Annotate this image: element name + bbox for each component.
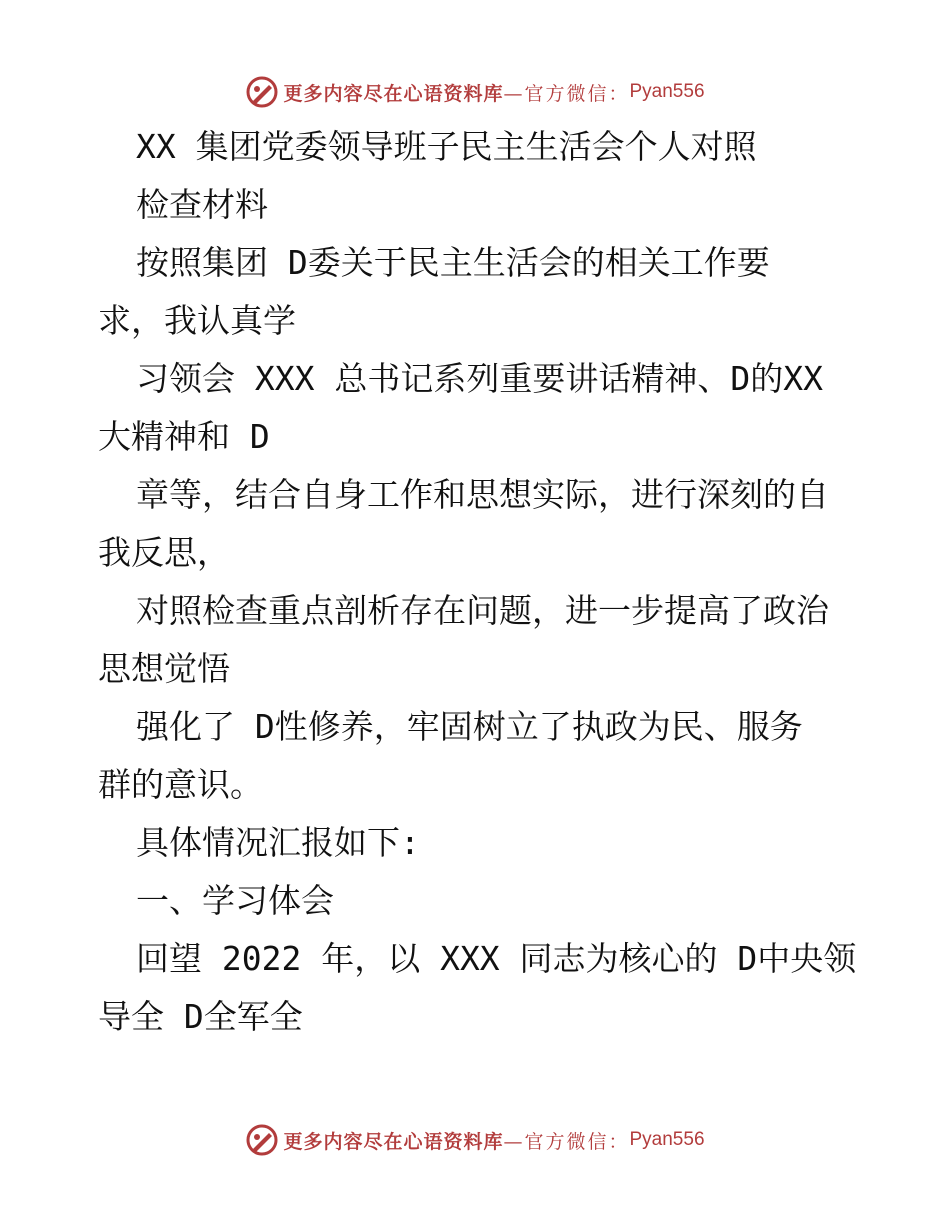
doc-line: 章等，结合自身工作和思想实际，进行深刻的自 bbox=[136, 475, 829, 514]
doc-line: 思想觉悟 bbox=[98, 649, 230, 688]
doc-title-line-2: 检查材料 bbox=[136, 185, 268, 224]
document-body bbox=[98, 118, 858, 1046]
doc-section-heading: 一、学习体会 bbox=[136, 881, 334, 920]
watermark-text-wechat: —官方微信： bbox=[503, 82, 630, 105]
pen-logo-icon bbox=[245, 1123, 279, 1157]
doc-line: 习领会 XXX 总书记系列重要讲话精神、D的XX bbox=[136, 359, 823, 398]
watermark-text-wechat: —官方微信： bbox=[503, 1130, 630, 1153]
watermark-text-id: Pyan556 bbox=[629, 81, 705, 102]
doc-line: 大精神和 D bbox=[98, 417, 270, 456]
watermark-text-library: 更多内容尽在心语资料库 bbox=[283, 82, 504, 105]
doc-line: 导全 D全军全 bbox=[98, 997, 303, 1036]
doc-line: 对照检查重点剖析存在问题，进一步提高了政治 bbox=[136, 591, 829, 630]
doc-line: 具体情况汇报如下: bbox=[136, 823, 420, 862]
doc-line: 强化了 D性修养，牢固树立了执政为民、服务 bbox=[136, 707, 803, 746]
watermark-text-id: Pyan556 bbox=[629, 1129, 705, 1150]
doc-line: 按照集团 D委关于民主生活会的相关工作要 bbox=[136, 243, 770, 282]
doc-line: 求，我认真学 bbox=[98, 301, 296, 340]
watermark-text-library: 更多内容尽在心语资料库 bbox=[283, 1130, 504, 1153]
pen-logo-icon bbox=[245, 75, 279, 109]
doc-line: 我反思， bbox=[98, 533, 230, 572]
doc-title-line-1: XX 集团党委领导班子民主生活会个人对照 bbox=[136, 127, 757, 166]
watermark-header bbox=[0, 72, 950, 112]
watermark-footer bbox=[0, 1120, 950, 1160]
doc-line: 群的意识。 bbox=[98, 765, 263, 804]
doc-line: 回望 2022 年，以 XXX 同志为核心的 D中央领 bbox=[136, 939, 857, 978]
